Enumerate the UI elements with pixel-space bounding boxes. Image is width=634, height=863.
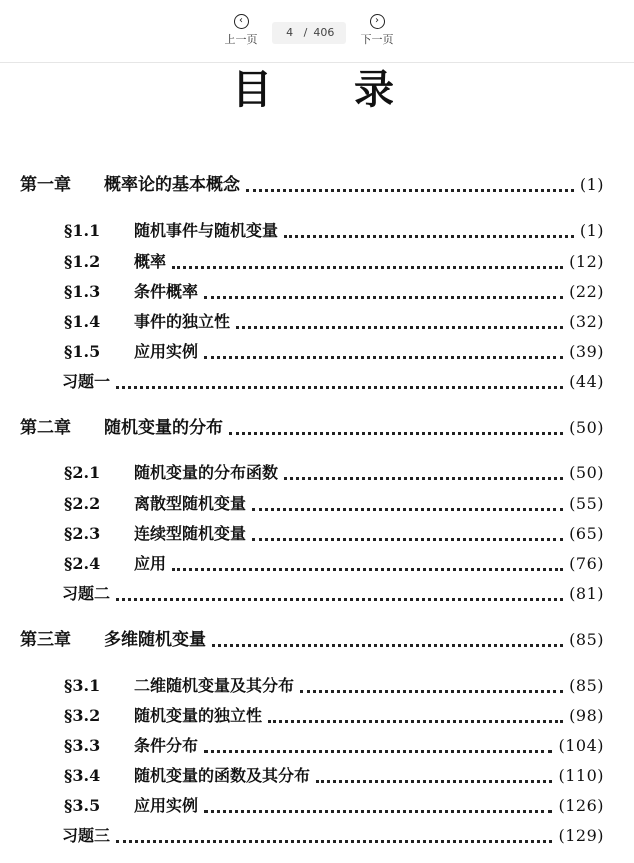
- dot-leader: [172, 566, 563, 571]
- toc-page-number: (76): [569, 554, 604, 573]
- toc-chapter-row[interactable]: [20, 416, 604, 440]
- toc-page-number: (50): [569, 463, 604, 482]
- prev-page-button[interactable]: [216, 14, 266, 47]
- toc-page-number: (12): [569, 252, 604, 271]
- dot-leader: [284, 233, 574, 238]
- toc-page-number: (98): [569, 706, 604, 725]
- toc-entry-title: 随机变量的分布函数: [134, 463, 279, 482]
- next-page-button[interactable]: [352, 14, 402, 47]
- toc-entry-number: §1.2: [64, 252, 101, 271]
- toc-entry-title: 应用实例: [134, 796, 199, 815]
- next-page-label: 下一页: [360, 33, 394, 46]
- pager-bar: [0, 0, 634, 63]
- toc-entry-title: 事件的独立性: [134, 312, 231, 331]
- toc-entry-number: §1.4: [64, 312, 101, 331]
- toc-entry-number: 第三章: [20, 630, 71, 650]
- toc-entry-number: §3.3: [64, 736, 101, 755]
- prev-page-label: 上一页: [224, 33, 258, 46]
- toc-entry-number: §3.4: [64, 766, 101, 785]
- toc-page-number: (44): [569, 372, 604, 391]
- toc-section-row[interactable]: [64, 310, 604, 334]
- toc-page-number: (39): [569, 342, 604, 361]
- toc-section-row[interactable]: [64, 674, 604, 698]
- toc-entry-title: 条件概率: [134, 282, 199, 301]
- toc-section-row[interactable]: [64, 250, 604, 274]
- toc-page-number: (1): [579, 175, 604, 194]
- dot-leader: [229, 430, 563, 435]
- title-char-1: 目: [232, 66, 272, 113]
- toc-entry-number: §1.3: [64, 282, 101, 301]
- page-indicator[interactable]: [272, 22, 346, 44]
- dot-leader: [204, 748, 552, 753]
- toc-exercise-row[interactable]: [62, 582, 604, 606]
- toc-entry-title: 离散型随机变量: [134, 494, 247, 513]
- toc-section-row[interactable]: [64, 340, 604, 364]
- toc-chapter-row[interactable]: [20, 628, 604, 652]
- dot-leader: [212, 642, 563, 647]
- toc-section-row[interactable]: [64, 219, 604, 243]
- toc-exercise-row[interactable]: [62, 370, 604, 394]
- total-pages: 406: [313, 26, 335, 39]
- toc-entry-number: §3.1: [64, 676, 101, 695]
- toc-entry-title: 习题一: [62, 372, 111, 391]
- dot-leader: [300, 688, 563, 693]
- toc-page-number: (110): [558, 766, 604, 785]
- toc-entry-title: 随机变量的独立性: [134, 706, 263, 725]
- toc-entry-title: 习题三: [62, 826, 111, 845]
- toc-exercise-row[interactable]: [62, 824, 604, 848]
- dot-leader: [252, 536, 563, 541]
- toc-entry-title: 二维随机变量及其分布: [134, 676, 295, 695]
- toc-entry-number: §1.1: [64, 221, 101, 240]
- toc-entry-number: §2.3: [64, 524, 101, 543]
- toc-entry-number: §2.4: [64, 554, 101, 573]
- toc-entry-number: §2.2: [64, 494, 101, 513]
- toc-entry-title: 习题二: [62, 584, 111, 603]
- toc-page-number: (32): [569, 312, 604, 331]
- toc-entry-title: 随机事件与随机变量: [134, 221, 279, 240]
- dot-leader: [252, 506, 563, 511]
- toc-entry-number: 第二章: [20, 418, 71, 438]
- toc-page-number: (85): [569, 676, 604, 695]
- toc-section-row[interactable]: [64, 704, 604, 728]
- toc-entry-title: 连续型随机变量: [134, 524, 247, 543]
- toc-section-row[interactable]: [64, 552, 604, 576]
- toc-entry-title: 多维随机变量: [104, 630, 206, 650]
- toc-entry-number: §1.5: [64, 342, 101, 361]
- dot-leader: [284, 475, 563, 480]
- dot-leader: [204, 294, 563, 299]
- dot-leader: [172, 264, 563, 269]
- toc-page-number: (55): [569, 494, 604, 513]
- dot-leader: [268, 718, 563, 723]
- toc-section-row[interactable]: [64, 461, 604, 485]
- toc-section-row[interactable]: [64, 280, 604, 304]
- dot-leader: [316, 778, 552, 783]
- toc-entry-title: 随机变量的分布: [104, 418, 223, 438]
- current-page-input[interactable]: 4: [286, 26, 294, 39]
- chevron-right-icon: ›: [370, 14, 385, 29]
- toc-page-number: (126): [558, 796, 604, 815]
- chevron-left-icon: ‹: [234, 14, 249, 29]
- title-char-2: 录: [354, 66, 394, 113]
- toc-section-row[interactable]: [64, 522, 604, 546]
- toc-page-number: (129): [558, 826, 604, 845]
- toc-entry-number: 第一章: [20, 175, 71, 195]
- toc-page-number: (85): [569, 630, 604, 649]
- toc-page-number: (1): [579, 221, 604, 240]
- toc-section-row[interactable]: [64, 734, 604, 758]
- toc-section-row[interactable]: [64, 764, 604, 788]
- toc-section-row[interactable]: [64, 794, 604, 818]
- toc-entry-number: §2.1: [64, 463, 101, 482]
- dot-leader: [116, 838, 552, 843]
- toc-page-number: (65): [569, 524, 604, 543]
- page-separator: /: [303, 26, 308, 39]
- toc-page-number: (104): [558, 736, 604, 755]
- toc-page-number: (50): [569, 418, 604, 437]
- dot-leader: [204, 808, 552, 813]
- toc-page-number: (22): [569, 282, 604, 301]
- toc-chapter-row[interactable]: [20, 173, 604, 197]
- toc-entry-title: 应用: [134, 554, 167, 573]
- toc-entry-number: §3.5: [64, 796, 101, 815]
- toc-section-row[interactable]: [64, 492, 604, 516]
- toc-entry-title: 概率: [134, 252, 167, 271]
- toc-entry-title: 应用实例: [134, 342, 199, 361]
- dot-leader: [236, 324, 563, 329]
- dot-leader: [116, 596, 563, 601]
- toc-entry-title: 条件分布: [134, 736, 199, 755]
- toc-entry-title: 概率论的基本概念: [104, 175, 240, 195]
- dot-leader: [246, 187, 574, 192]
- toc-entry-number: §3.2: [64, 706, 101, 725]
- dot-leader: [116, 384, 563, 389]
- dot-leader: [204, 354, 563, 359]
- toc-page-number: (81): [569, 584, 604, 603]
- toc-entry-title: 随机变量的函数及其分布: [134, 766, 311, 785]
